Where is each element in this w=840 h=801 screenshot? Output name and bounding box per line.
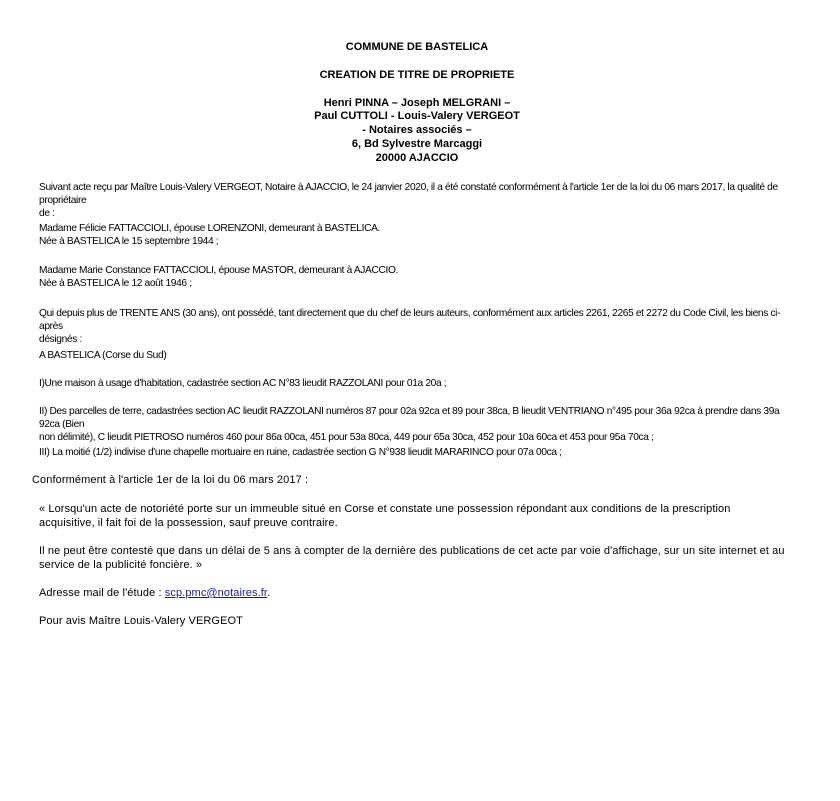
commune-heading: COMMUNE DE BASTELICA [345, 41, 489, 53]
quote-paragraph-2: Il ne peut être contesté que dans un délai de 5 ans à compter de la dernière des publications de cet acte par voie d'affichage, sur un site internet et au service de la publicité foncière. » [39, 545, 785, 571]
notaires-line-3: - Notaires associés – [362, 124, 472, 136]
avis-line: Pour avis Maître Louis-Valery VERGEOT [39, 615, 244, 627]
address-line-2: 20000 AJACCIO [375, 152, 459, 164]
owner-1-paragraph: Madame Félicie FATTACCIOLI, épouse LORENZONI, demeurant à BASTELICA. Née à BASTELICA le 15 septembre 1944 ; [39, 223, 381, 247]
property-item-2: II) Des parcelles de terre, cadastrées section AC lieudit RAZZOLANI numéros 87 pour 02a 92ca et 89 pour 38ca, B lieudit VENTRIANO n°495 pour 36a 92ca à prendre dans 39a 92ca (Bien non délimité), C lieudit PIETROSO numéros 460 pour 86a 00ca, 451 pour 53a 80ca, 449 pour 65a 30ca, 452 pour 10a 60ca et 453 pour 95a 70ca ; [39, 406, 780, 443]
property-item-3: III) La moitié (1/2) indivise d'une chapelle mortuaire en ruine, cadastrée section G N°938 lieudit MARARINCO pour 07a 00ca ; [39, 447, 562, 458]
email-line [39, 587, 814, 601]
owner-2-paragraph: Madame Marie Constance FATTACCIOLI, épouse MASTOR, demeurant à AJACCIO. Née à BASTELICA le 12 août 1946 ; [39, 265, 399, 289]
possession-paragraph: Qui depuis plus de TRENTE ANS (30 ans), ont possédé, tant directement que du chef de leurs auteurs, conformément aux articles 2261, 2265 et 2272 du Code Civil, les biens ci-après désignés : [39, 308, 781, 345]
email-label: Adresse mail de l'étude : [39, 587, 165, 599]
quote-paragraph-1: « Lorsqu'un acte de notoriété porte sur un immeuble situé en Corse et constate une possession répondant aux conditions de la prescription acquisitive, il fait foi de la possession, sauf preuve contraire. [39, 503, 731, 529]
notaires-line-1: Henri PINNA – Joseph MELGRANI – [323, 97, 511, 109]
property-item-1: I)Une maison à usage d'habitation, cadastrée section AC N°83 lieudit RAZZOLANI pour 01a 20a ; [39, 378, 447, 389]
email-link[interactable]: scp.pmc@notaires.fr [164, 587, 268, 599]
document-title: CREATION DE TITRE DE PROPRIETE [319, 69, 515, 81]
address-line-1: 6, Bd Sylvestre Marcaggi [351, 138, 483, 150]
notaires-line-2: Paul CUTTOLI - Louis-Valery VERGEOT [314, 110, 520, 122]
email-suffix: . [267, 587, 271, 599]
location-line: A BASTELICA (Corse du Sud) [39, 350, 167, 361]
intro-paragraph: Suivant acte reçu par Maître Louis-Valery VERGEOT, Notaire à AJACCIO, le 24 janvier 2020, il a été constaté conformément à l'article 1er de la loi du 06 mars 2017, la qualité de propriétaire de : [39, 182, 778, 219]
conformement-line: Conformément à l'article 1er de la loi du 06 mars 2017 : [32, 474, 309, 486]
